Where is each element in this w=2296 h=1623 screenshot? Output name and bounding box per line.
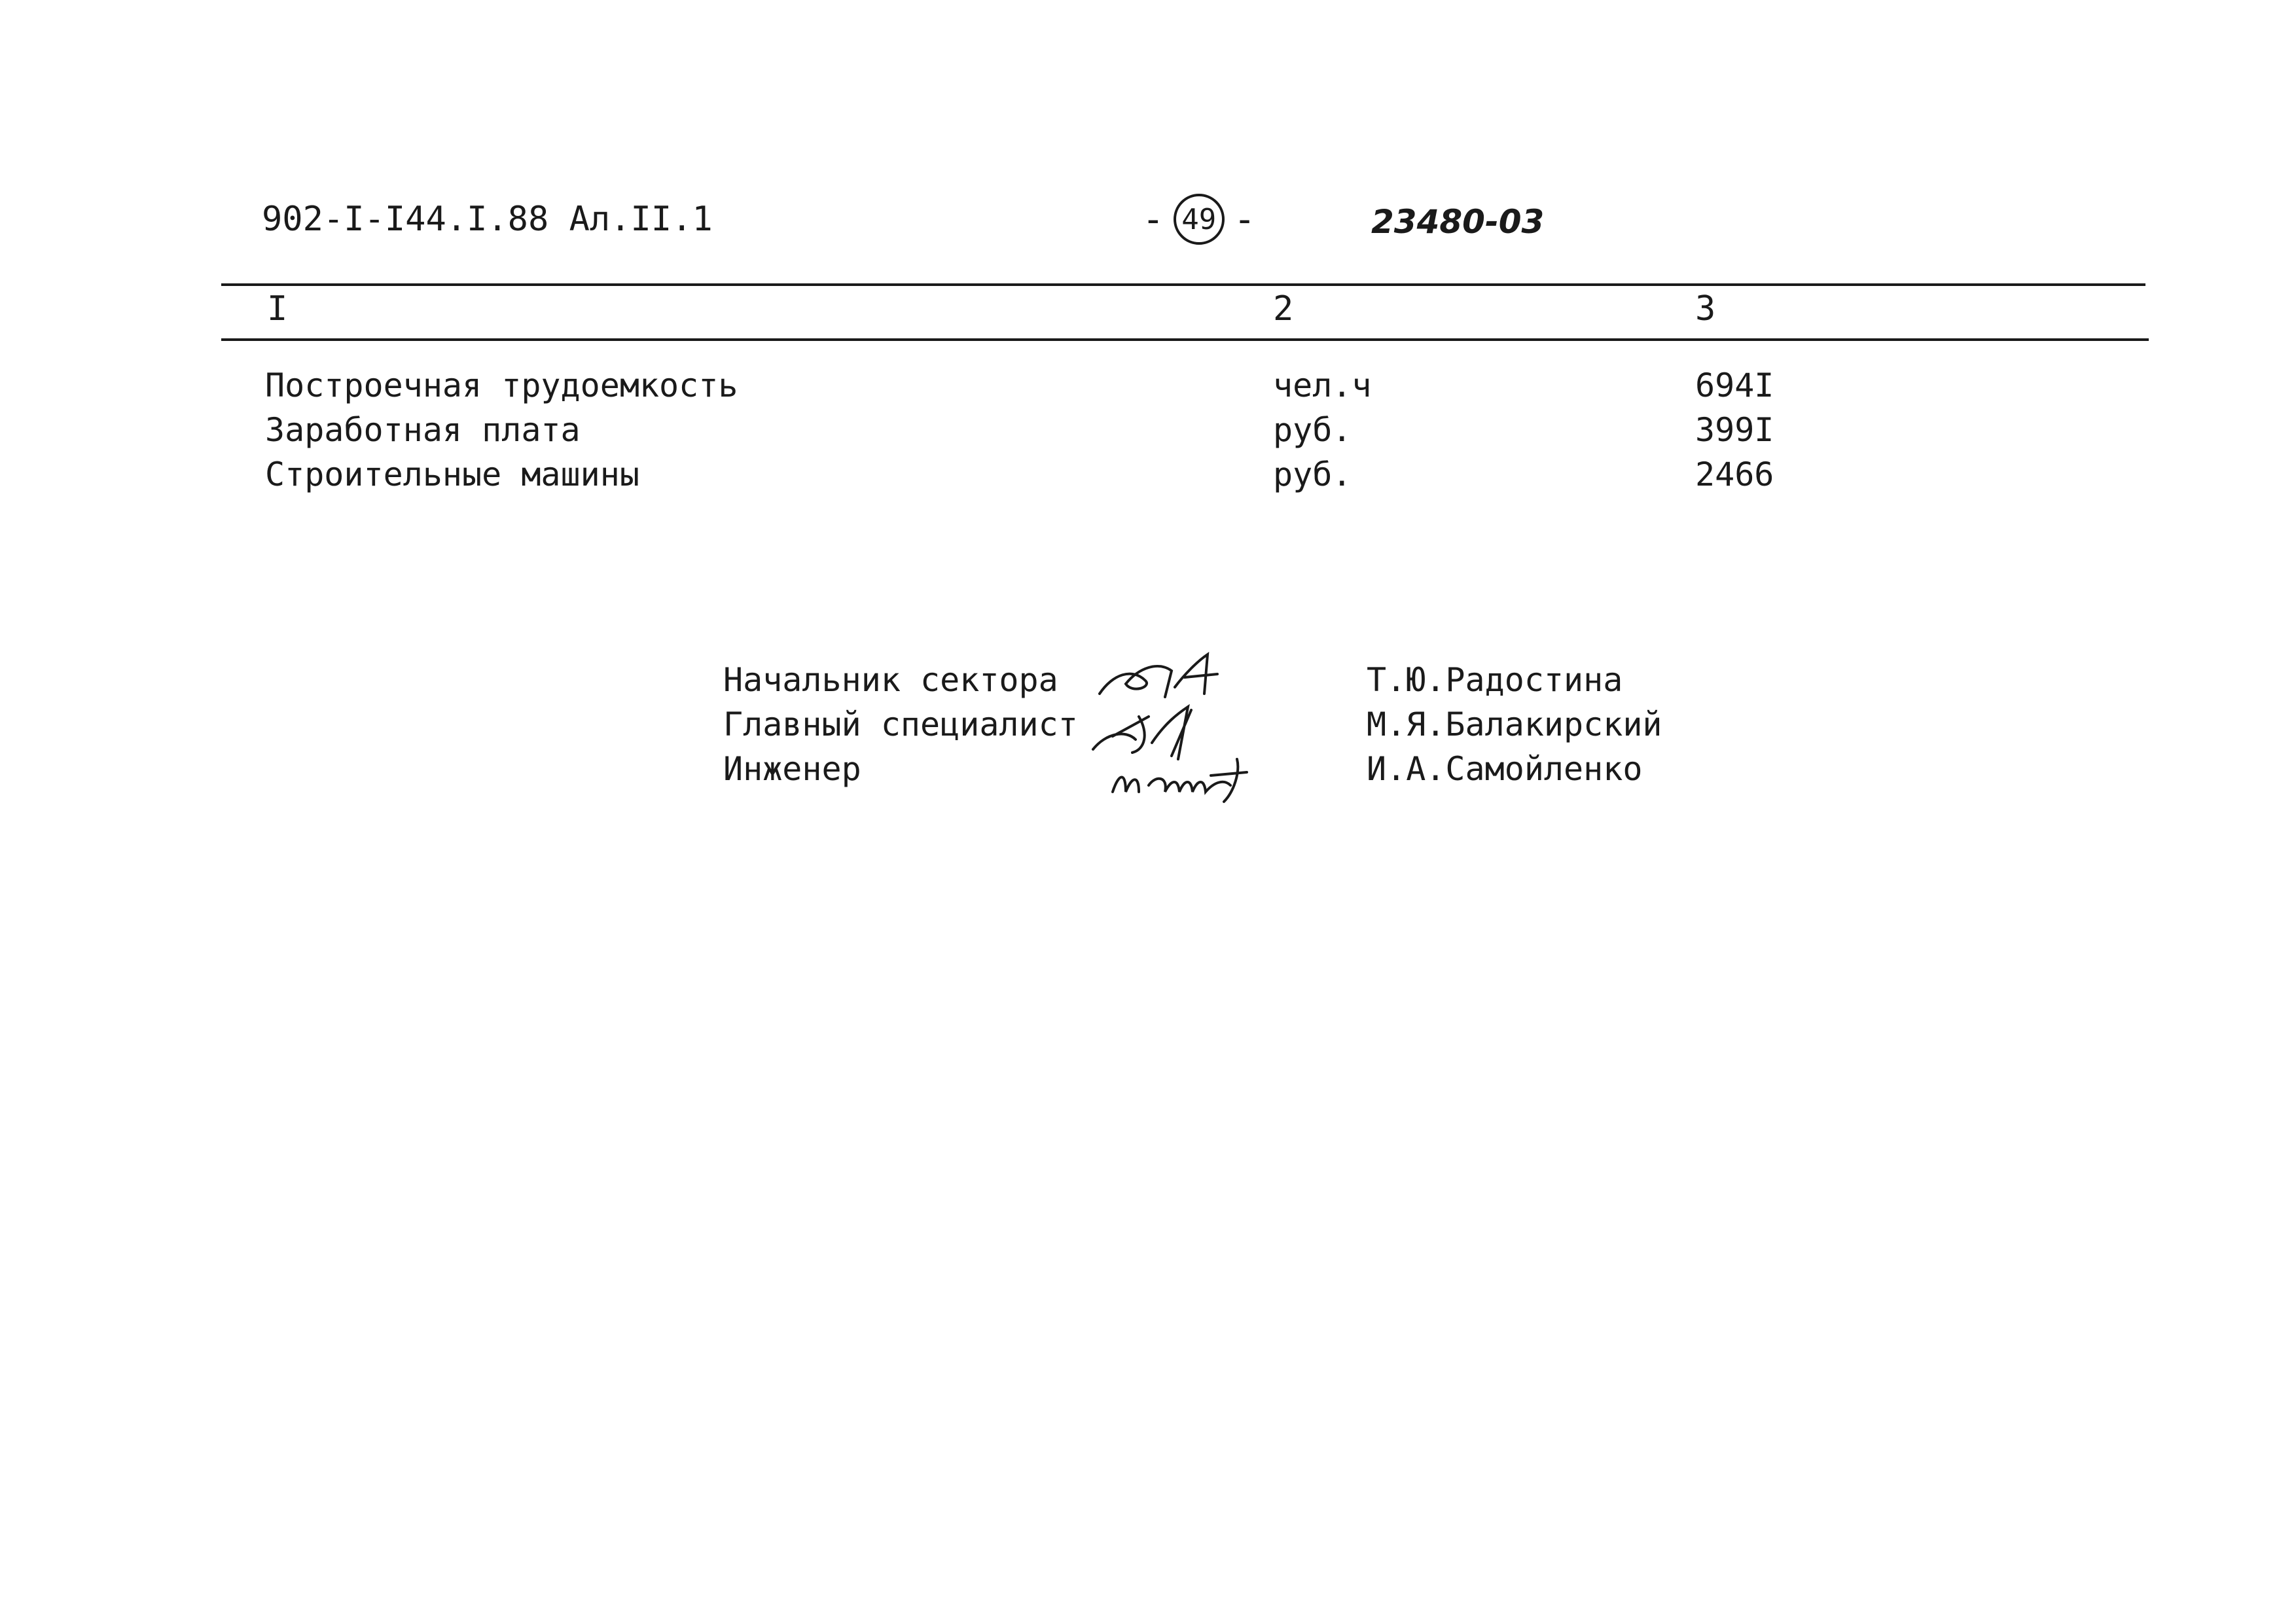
row-labor-unit: чел.ч [1273, 366, 1372, 404]
signature-3 [1106, 746, 1263, 805]
signer-position-chief: Главный специалист [723, 705, 1078, 743]
column-header-3: 3 [1695, 289, 1716, 329]
column-header-2: 2 [1273, 289, 1294, 329]
signer-name-head: Т.Ю.Радостина [1367, 661, 1623, 699]
page-dash-right: - [1233, 198, 1256, 241]
row-labor-value: 694I [1695, 366, 1774, 404]
table-header-rule [221, 338, 2149, 341]
signer-name-engineer: И.А.Самойленко [1367, 750, 1643, 788]
signer-position-head: Начальник сектора [723, 661, 1058, 699]
signer-position-engineer: Инженер [723, 750, 861, 788]
row-machines-name: Строительные машины [265, 455, 639, 493]
column-header-1: I [267, 289, 288, 329]
table-top-rule [221, 283, 2145, 286]
page-number-block [1142, 194, 1255, 245]
row-wages-name: Заработная плата [265, 411, 581, 449]
page-dash-left: - [1142, 198, 1164, 241]
row-wages-value: 399I [1695, 411, 1774, 449]
page-number: 49 [1174, 194, 1225, 245]
row-machines-value: 2466 [1695, 455, 1774, 493]
row-labor-name: Построечная трудоемкость [265, 366, 738, 404]
row-machines-unit: руб. [1273, 455, 1352, 493]
inventory-number: 23480-03 [1371, 203, 1545, 241]
document-code: 902-I-I44.I.88 Ал.II.1 [262, 200, 713, 239]
signer-name-chief: М.Я.Балакирский [1367, 705, 1662, 743]
row-wages-unit: руб. [1273, 411, 1352, 449]
